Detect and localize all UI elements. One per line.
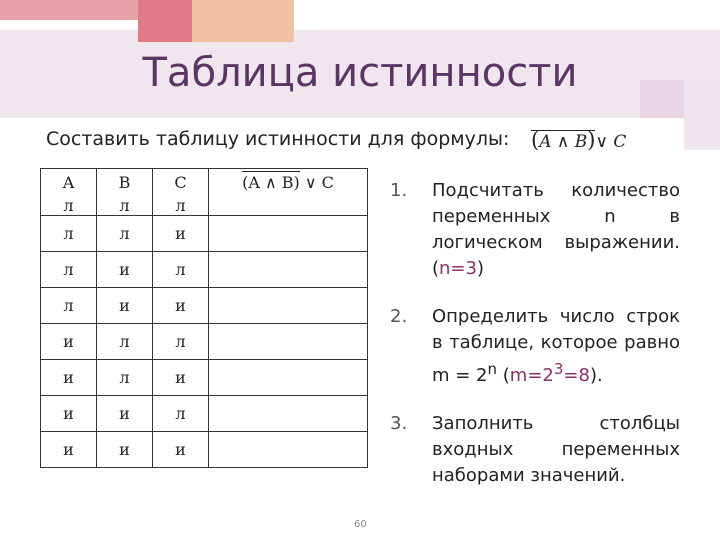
table-cell-result <box>209 432 368 468</box>
table-header-row <box>41 169 368 216</box>
table-cell: л <box>153 324 209 360</box>
table-row <box>41 252 368 288</box>
table-cell-result <box>209 216 368 252</box>
table-cell: л <box>153 252 209 288</box>
step-text: Подсчитать количество переменных n в логическом выражении. <box>432 180 680 253</box>
table-cell: л <box>41 288 97 324</box>
step-accent-base: m=2 <box>509 365 554 386</box>
table-cell: л <box>41 252 97 288</box>
var-c: C <box>613 132 627 152</box>
table-row <box>41 396 368 432</box>
fh-b: B) <box>276 173 300 192</box>
table-cell: и <box>153 216 209 252</box>
step-item <box>390 178 680 282</box>
formula-inline <box>531 128 626 152</box>
table-cell-result <box>209 252 368 288</box>
table-row <box>41 216 368 252</box>
header-value-c: л <box>175 196 186 215</box>
decor-pink-block <box>0 0 138 20</box>
and-symbol: ∧ <box>556 132 570 152</box>
table-cell-result <box>209 288 368 324</box>
fh-and: ∧ <box>264 173 277 192</box>
table-row <box>41 288 368 324</box>
step-number: 2. <box>390 306 408 327</box>
step-accent-close: ) <box>476 258 485 279</box>
step-accent-open: ( <box>502 365 510 386</box>
table-cell: и <box>41 360 97 396</box>
step-accent-close: ). <box>589 365 603 386</box>
header-label-a: A <box>62 173 75 192</box>
table-cell: и <box>153 360 209 396</box>
open-paren: ( <box>531 128 540 152</box>
formula-header <box>242 171 334 192</box>
step-accent <box>509 360 590 386</box>
step-accent-exponent: 3 <box>553 360 564 378</box>
step-number: 3. <box>390 413 408 434</box>
table-row <box>41 360 368 396</box>
page-number: 60 <box>354 519 367 530</box>
table-cell: и <box>153 432 209 468</box>
table-row <box>41 324 368 360</box>
header-cell-a <box>41 169 97 216</box>
table-cell-result <box>209 396 368 432</box>
table-row <box>41 432 368 468</box>
step-item <box>390 304 680 389</box>
close-paren: ) <box>587 128 596 152</box>
truth-table <box>40 168 368 468</box>
fh-or: ∨ <box>299 173 322 192</box>
table-cell: и <box>97 252 153 288</box>
step-accent: n=3 <box>439 258 477 279</box>
header-cell-b <box>97 169 153 216</box>
table-cell: л <box>97 360 153 396</box>
table-cell: и <box>153 288 209 324</box>
fh-open: (A <box>242 173 265 192</box>
step-exponent: n <box>487 360 498 378</box>
table-cell: и <box>41 324 97 360</box>
fh-c: C <box>321 173 334 192</box>
var-a: A <box>539 132 552 152</box>
step-number: 1. <box>390 180 408 201</box>
header-value-b: л <box>119 196 130 215</box>
formula-header-negated <box>242 171 300 192</box>
header-cell-c <box>153 169 209 216</box>
or-symbol: ∨ <box>595 132 608 152</box>
table-cell: л <box>97 324 153 360</box>
table-cell: и <box>97 432 153 468</box>
table-cell: л <box>97 216 153 252</box>
formula-negated-part <box>531 130 595 152</box>
header-label-c: C <box>174 173 187 192</box>
table-cell-result <box>209 360 368 396</box>
page-title: Таблица истинности <box>142 50 578 96</box>
table-cell: л <box>41 216 97 252</box>
step-text: Определить число строк в таблице, которое равно m = 2 <box>432 306 680 386</box>
table-cell: и <box>41 432 97 468</box>
header-cell-formula <box>209 169 368 216</box>
subtitle: Составить таблицу истинности для формулы: <box>46 128 510 150</box>
table-cell: и <box>41 396 97 432</box>
var-b: B <box>574 132 588 152</box>
table-cell: л <box>153 396 209 432</box>
step-item <box>390 411 680 489</box>
table-cell: и <box>97 288 153 324</box>
step-accent-open: ( <box>432 258 440 279</box>
decor-red-block <box>138 0 192 42</box>
table-cell-result <box>209 324 368 360</box>
decor-peach-block <box>192 0 294 42</box>
header-value-a: л <box>63 196 74 215</box>
step-text: Заполнить столбцы входных переменных наборами значений. <box>432 413 680 486</box>
steps-list <box>390 178 680 511</box>
table-cell: и <box>97 396 153 432</box>
step-accent-result: =8 <box>563 365 590 386</box>
header-label-b: B <box>118 173 131 192</box>
